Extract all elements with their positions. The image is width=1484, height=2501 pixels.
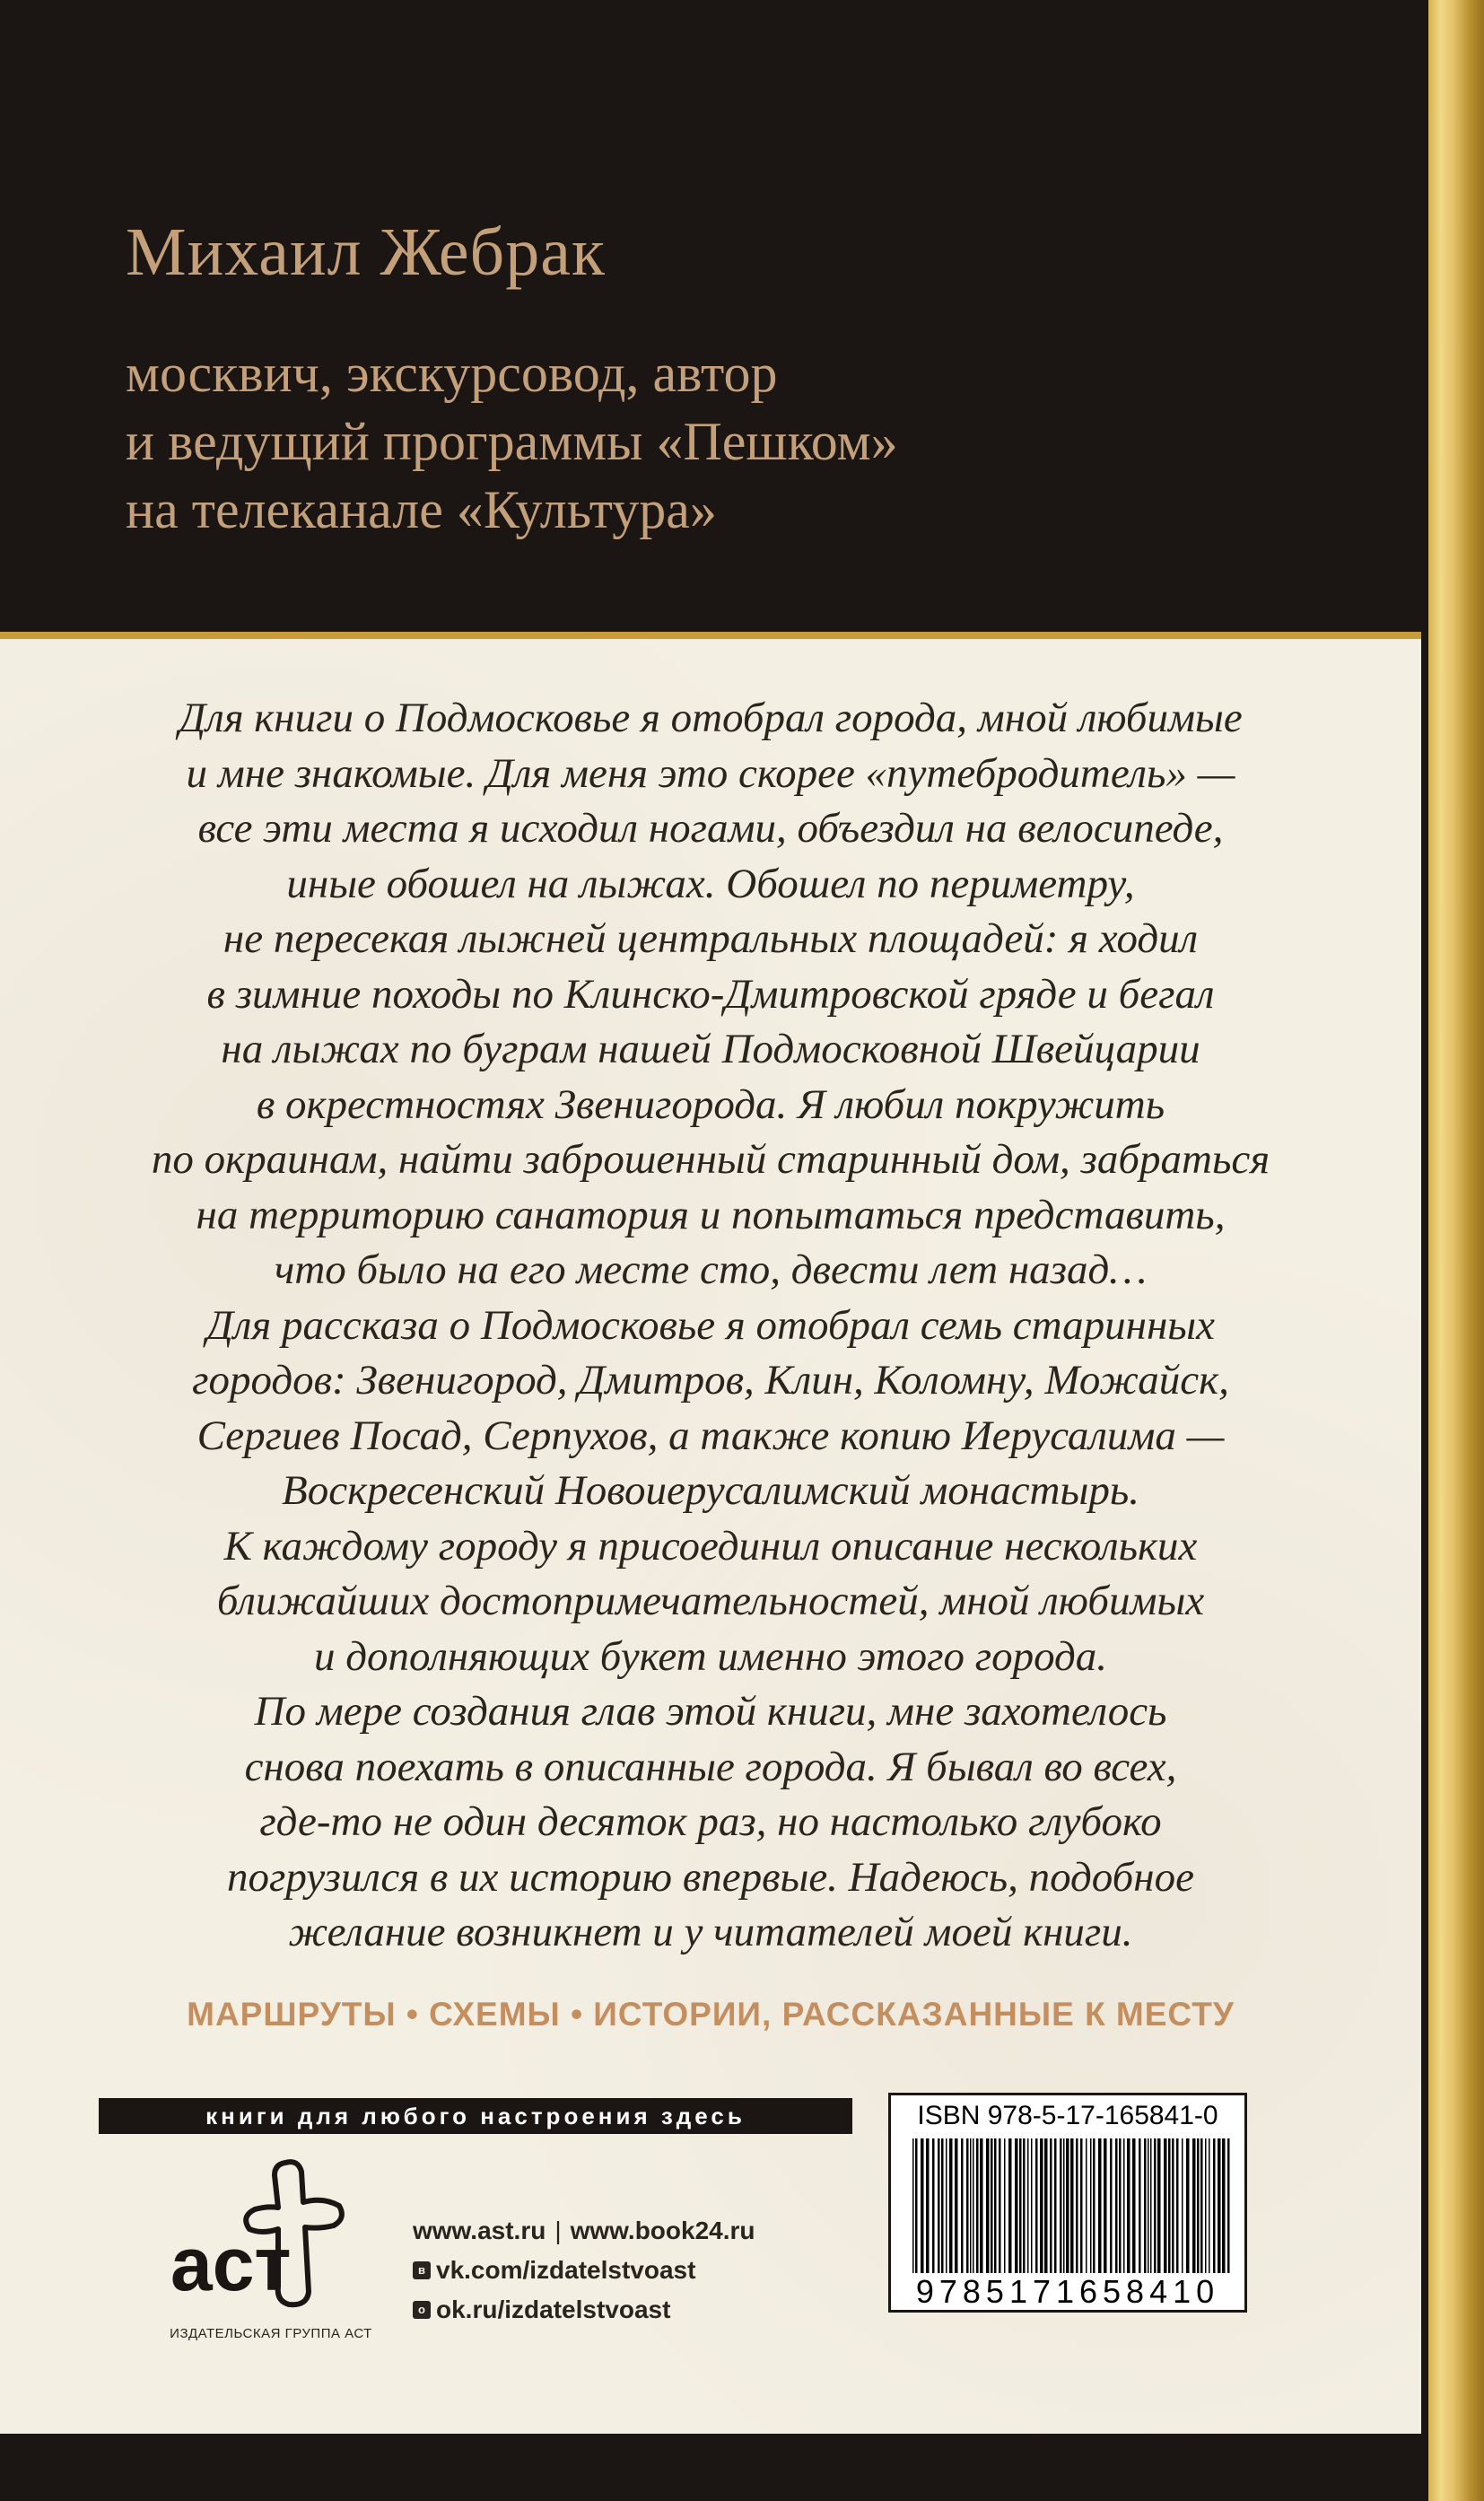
blurb-line: и дополняющих букет именно этого города.: [314, 1632, 1107, 1680]
barcode-bar: [932, 2138, 935, 2273]
barcode-bar: [1192, 2138, 1196, 2273]
barcode-bar: [1227, 2138, 1230, 2273]
blurb-line: иные обошел на лыжах. Обошел по периметру,: [286, 860, 1135, 907]
barcode-bar: [1182, 2138, 1183, 2273]
barcode-bar: [1176, 2138, 1179, 2273]
barcode-bar: [938, 2138, 940, 2273]
barcode-bar: [1098, 2138, 1102, 2273]
blurb-line: в зимние походы по Клинско-Дмитровской гряде и бегал: [206, 970, 1215, 1018]
blurb-line: ближайших достопримечательностей, мной любимых: [216, 1578, 1205, 1624]
barcode-bar: [961, 2138, 964, 2273]
author-bio-line: и ведущий программы «Пешком»: [126, 412, 898, 471]
blurb-line: и мне знакомые. Для меня это скорее «путебродитель» —: [186, 749, 1235, 797]
blurb-line: Для рассказа о Подмосковье я отобрал семь старинных: [206, 1301, 1215, 1349]
blurb-line: по окраинам, найти заброшенный старинный дом, забраться: [151, 1136, 1270, 1183]
vk-row: [413, 2251, 755, 2290]
barcode-bar: [973, 2138, 974, 2273]
barcode-bar: [1119, 2138, 1122, 2273]
spine-gap: [1421, 0, 1428, 2501]
barcode-bar: [1060, 2138, 1062, 2273]
barcode-box: [888, 2093, 1247, 2313]
barcode-bar: [1080, 2138, 1083, 2273]
ok-row: [413, 2290, 755, 2330]
barcode-bar: [970, 2138, 972, 2273]
barcode-bar: [994, 2138, 997, 2273]
barcode-bar: [1144, 2138, 1147, 2273]
barcode-bar: [1139, 2138, 1141, 2273]
vk-link[interactable]: vk.com/izdatelstvoast: [436, 2256, 696, 2284]
text-panel: [0, 632, 1421, 2441]
barcode-bar: [949, 2138, 953, 2273]
barcode-bar: [1004, 2138, 1006, 2273]
barcode-bar: [1015, 2138, 1018, 2273]
publisher-contacts: [413, 2211, 755, 2330]
site-link-ast[interactable]: www.ast.ru: [413, 2217, 546, 2244]
barcode-bar: [1154, 2138, 1157, 2273]
barcode-bar: [1218, 2138, 1221, 2273]
barcode-bar: [1200, 2138, 1203, 2273]
bottom-band: [0, 2434, 1421, 2501]
websites-row: [413, 2211, 755, 2251]
author-name: Михаил Жебрак: [126, 214, 606, 290]
barcode-bar: [1168, 2138, 1171, 2273]
barcode-bar: [921, 2138, 924, 2273]
blurb-line: что было на его месте сто, двести лет назад…: [274, 1246, 1148, 1293]
author-bio: [126, 339, 898, 544]
barcode-bar: [1066, 2138, 1069, 2273]
logo-letters: аст: [170, 2222, 292, 2306]
isbn-text: ISBN 978-5-17-165841-0: [917, 2101, 1218, 2130]
barcode-bar: [1127, 2138, 1130, 2273]
blurb-line: где-то не один десяток раз, но настолько глубоко: [259, 1798, 1162, 1845]
barcode-bar: [1027, 2138, 1029, 2273]
ok-link[interactable]: ok.ru/izdatelstvoast: [436, 2295, 671, 2323]
barcode-bar: [926, 2138, 930, 2273]
barcode-bar: [1222, 2138, 1226, 2273]
barcode-bar: [1186, 2138, 1190, 2273]
barcode-bar: [1076, 2138, 1078, 2273]
barcode-bar: [946, 2138, 947, 2273]
blurb-line: все эти места я исходил ногами, объездил на велосипеде,: [197, 805, 1224, 852]
barcode-bar: [1150, 2138, 1152, 2273]
barcode-bar: [1172, 2138, 1174, 2273]
barcode-bar: [1044, 2138, 1048, 2273]
barcode-bar: [991, 2138, 993, 2273]
barcode-bar: [999, 2138, 1001, 2273]
blurb-line: в окрестностях Звенигорода. Я любил покружить: [256, 1080, 1165, 1128]
publisher-name: ИЗДАТЕЛЬСКАЯ ГРУППА АСТ: [170, 2326, 372, 2341]
barcode-bar: [1035, 2138, 1038, 2273]
site-link-book24[interactable]: www.book24.ru: [570, 2217, 755, 2244]
barcode-bar: [1104, 2138, 1107, 2273]
barcode-bar: [1086, 2138, 1087, 2273]
blurb-line: Воскресенский Новоиерусалимский монастырь.: [282, 1467, 1139, 1514]
separator: |: [554, 2217, 562, 2244]
barcode-bar: [1110, 2138, 1113, 2273]
barcode-bar: [1093, 2138, 1096, 2273]
blurb-line: желание возникнет и у читателей моей книги.: [288, 1909, 1133, 1955]
barcode-bar: [1070, 2138, 1074, 2273]
vk-icon: в: [413, 2261, 431, 2279]
gold-spine: [1428, 0, 1484, 2501]
barcode-bar: [915, 2138, 918, 2273]
barcode-bar: [966, 2138, 969, 2273]
slogan-bar: книги для любого настроения здесь: [99, 2098, 852, 2134]
barcode-bar: [1148, 2138, 1149, 2273]
tagline: МАРШРУТЫ • СХЕМЫ • ИСТОРИИ, РАССКАЗАННЫЕ К МЕСТУ: [187, 1996, 1235, 2033]
barcode-bar: [1213, 2138, 1216, 2273]
blurb-line: не пересекая лыжней центральных площадей: я ходил: [223, 915, 1199, 962]
barcode-bar: [1197, 2138, 1200, 2273]
ast-logo-icon: [135, 2156, 404, 2326]
blurb-line: К каждому городу я присоединил описание нескольких: [223, 1522, 1198, 1570]
barcode-bar: [955, 2138, 958, 2273]
barcode-bar: [1157, 2138, 1161, 2273]
blurb-line: на лыжах по буграм нашей Подмосковной Швейцарии: [221, 1026, 1200, 1072]
barcode-bar: [1023, 2138, 1026, 2273]
ean-digits: 9785171658410: [915, 2273, 1220, 2310]
blurb-line: снова поехать в описанные города. Я бывал во всех,: [244, 1743, 1177, 1790]
barcode-bars: [909, 2138, 1232, 2273]
blurb-line: Сергиев Посад, Серпухов, а также копию Иерусалима —: [196, 1412, 1225, 1459]
barcode-bar: [1123, 2138, 1125, 2273]
barcode-bar: [1008, 2138, 1012, 2273]
author-bio-line: москвич, экскурсовод, автор: [126, 344, 778, 403]
barcode-bar: [976, 2138, 979, 2273]
barcode-bar: [941, 2138, 944, 2273]
barcode-bar: [1209, 2138, 1210, 2273]
ok-icon: о: [413, 2301, 431, 2319]
blurb-line: По мере создания глав этой книги, мне захотелось: [254, 1688, 1167, 1735]
blurb-line: Для книги о Подмосковье я отобрал города, мной любимые: [179, 695, 1243, 741]
barcode-bar: [1164, 2138, 1167, 2273]
blurb: [0, 691, 1421, 1961]
blurb-line: погрузился в их историю впервые. Надеюсь, подобное: [227, 1853, 1194, 1901]
barcode-bar: [1040, 2138, 1043, 2273]
barcode-bar: [1031, 2138, 1033, 2273]
barcode-bar: [1115, 2138, 1118, 2273]
author-block: [0, 0, 1421, 632]
barcode-bar: [1019, 2138, 1022, 2273]
barcode-bar: [1090, 2138, 1092, 2273]
barcode-bar: [1205, 2138, 1207, 2273]
barcode-bar: [912, 2138, 914, 2273]
barcode-bar: [1050, 2138, 1052, 2273]
blurb-line: городов: Звенигород, Дмитров, Клин, Коломну, Можайск,: [192, 1357, 1229, 1404]
barcode-bar: [1132, 2138, 1136, 2273]
barcode-bar: [1054, 2138, 1057, 2273]
author-bio-line: на телеканале «Культура»: [126, 480, 717, 539]
blurb-line: на территорию санатория и попытаться представить,: [196, 1191, 1226, 1238]
barcode-bar: [986, 2138, 990, 2273]
barcode-bar: [1063, 2138, 1065, 2273]
barcode-bar: [980, 2138, 983, 2273]
